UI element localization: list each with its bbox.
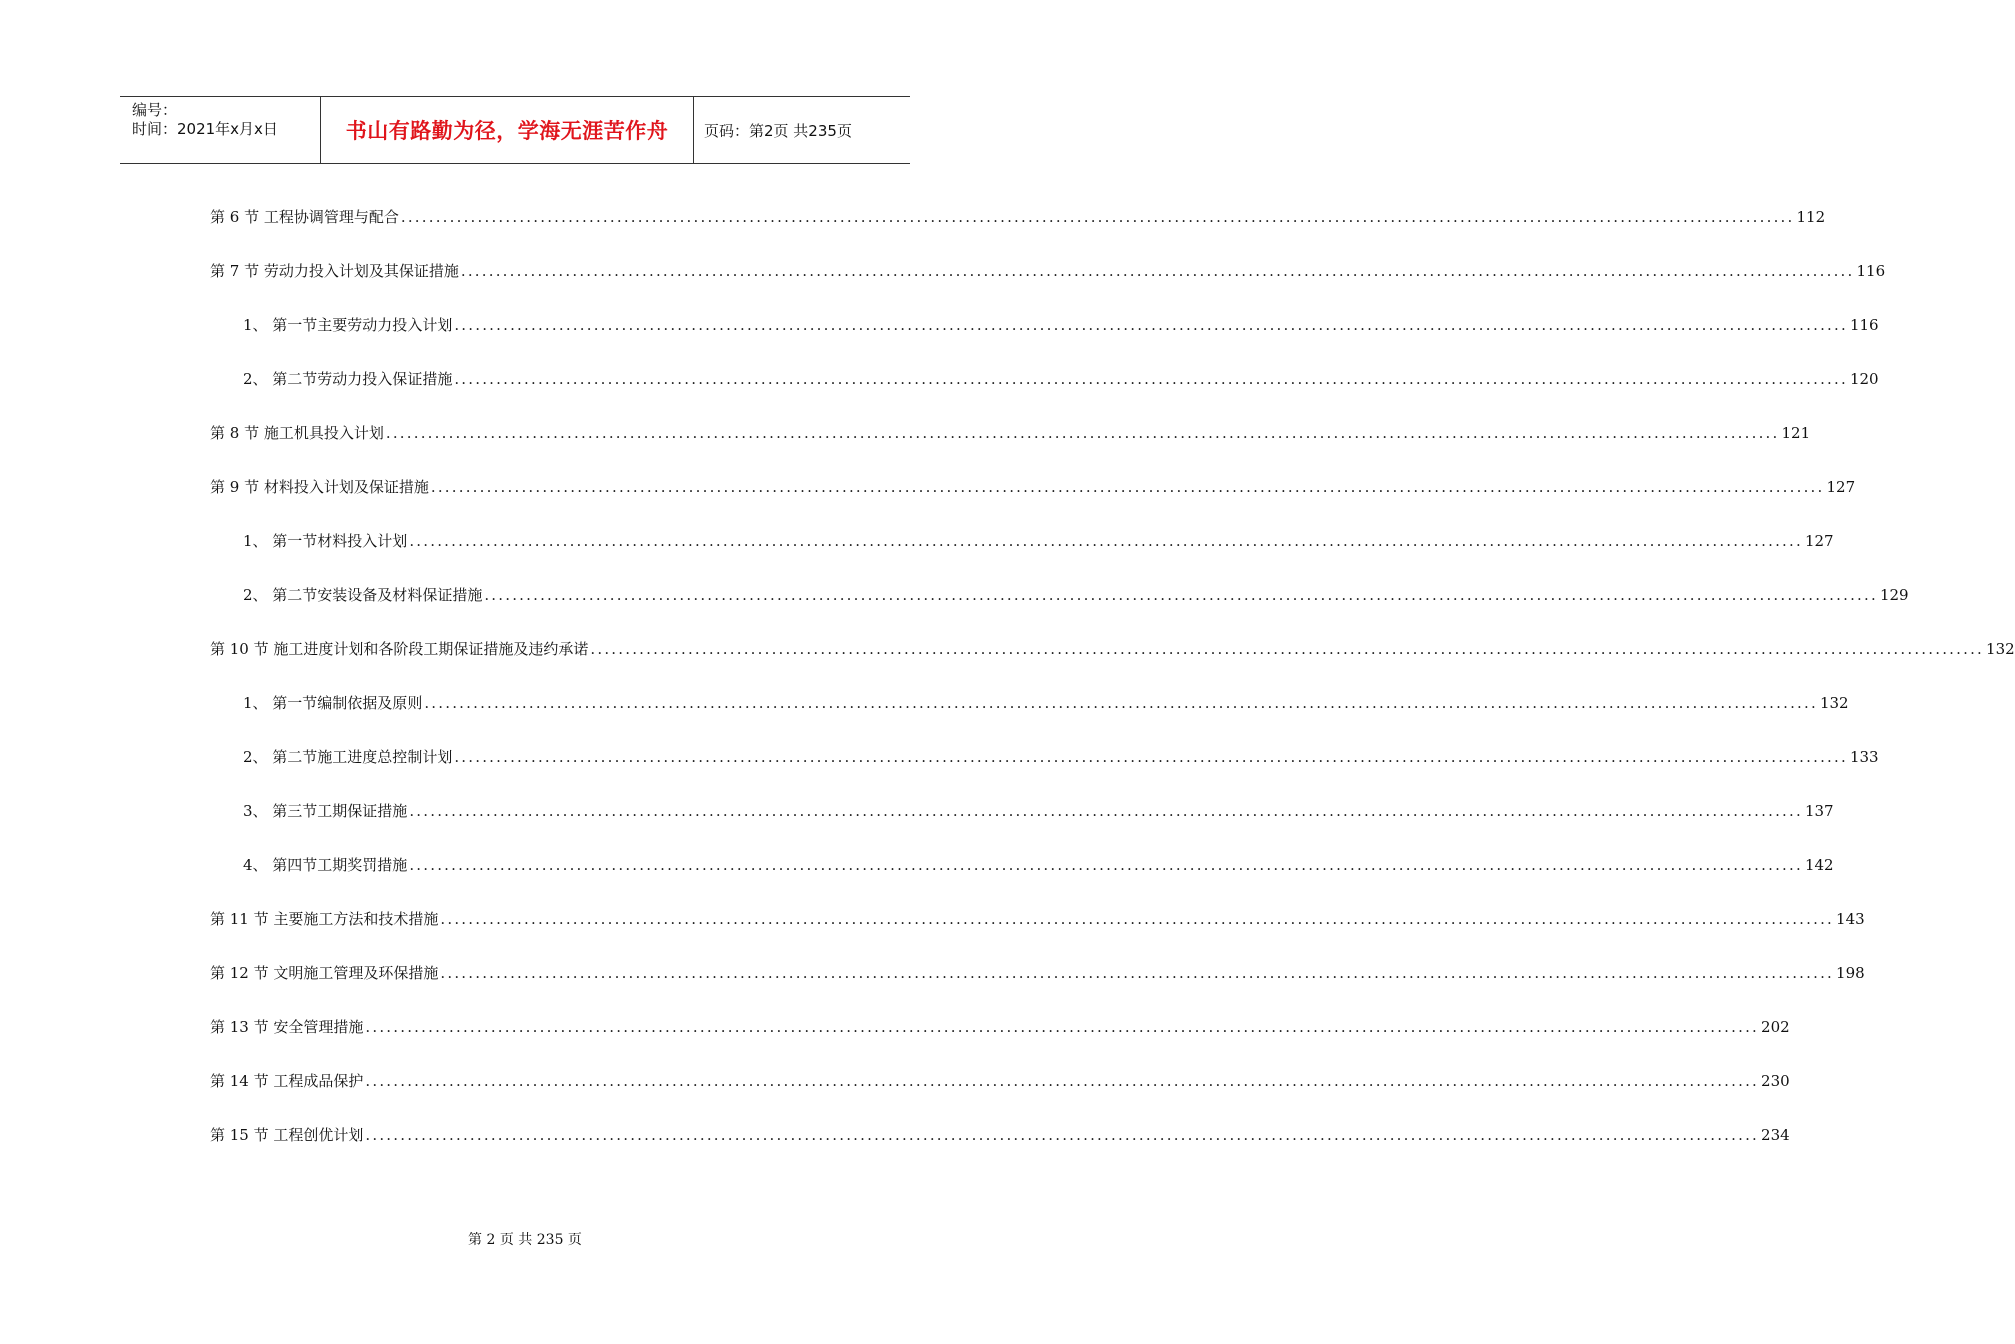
toc-entry[interactable] — [210, 800, 1834, 854]
toc-leader-dots: ........................................................................................................................................................................................................ — [590, 640, 1985, 658]
toc-entry-title: 第 8 节 施工机具投入计划 — [210, 424, 384, 442]
toc-entry[interactable] — [210, 908, 1865, 962]
toc-entry-page: 132 — [1986, 640, 2015, 658]
toc-entry[interactable] — [210, 1124, 1790, 1178]
toc-leader-dots: ........................................................................................................................................................................................................ — [365, 1018, 1760, 1036]
toc-entry-page: 142 — [1804, 856, 1834, 874]
page-footer: 第 2 页 共 235 页 — [468, 1232, 582, 1248]
header-page-info: 页码：第2页 共235页 — [704, 121, 852, 140]
toc-leader-dots: ........................................................................................................................................................................................................ — [460, 262, 1855, 280]
toc-entry-title: 第 12 节 文明施工管理及环保措施 — [210, 964, 439, 982]
toc-entry-title: 第 10 节 施工进度计划和各阶段工期保证措施及违约承诺 — [210, 640, 589, 658]
toc-entry-title: 2、 第二节劳动力投入保证措施 — [243, 370, 453, 388]
toc-leader-dots: ........................................................................................................................................................................................................ — [484, 586, 1878, 604]
toc-entry-title: 2、 第二节施工进度总控制计划 — [243, 748, 453, 766]
toc-leader-dots: ........................................................................................................................................................................................................ — [440, 964, 1835, 982]
toc-leader-dots: ........................................................................................................................................................................................................ — [365, 1126, 1760, 1144]
header-motto: 书山有路勤为径，学海无涯苦作舟 — [321, 97, 694, 163]
toc-entry-page: 129 — [1879, 586, 1909, 604]
toc-entry-title: 第 15 节 工程创优计划 — [210, 1126, 364, 1144]
toc-leader-dots: ........................................................................................................................................................................................................ — [385, 424, 1780, 442]
toc-entry[interactable] — [210, 638, 2015, 692]
toc-leader-dots: ........................................................................................................................................................................................................ — [365, 1072, 1760, 1090]
toc-entry-title: 第 13 节 安全管理措施 — [210, 1018, 364, 1036]
toc-entry-page: 120 — [1849, 370, 1879, 388]
toc-entry-title: 第 7 节 劳动力投入计划及其保证措施 — [210, 262, 459, 280]
toc-entry[interactable] — [210, 206, 1826, 260]
toc-entry[interactable] — [210, 584, 1909, 638]
toc-entry[interactable] — [210, 314, 1879, 368]
toc-entry-title: 第 6 节 工程协调管理与配合 — [210, 208, 399, 226]
toc-entry-title: 3、 第三节工期保证措施 — [243, 802, 408, 820]
toc-leader-dots: ........................................................................................................................................................................................................ — [430, 478, 1825, 496]
toc-entry-page: 137 — [1804, 802, 1834, 820]
toc-entry-page: 198 — [1836, 964, 1865, 982]
toc-entry[interactable] — [210, 1070, 1790, 1124]
toc-leader-dots: ........................................................................................................................................................................................................ — [454, 370, 1848, 388]
toc-entry[interactable] — [210, 368, 1879, 422]
toc-entry[interactable] — [210, 530, 1834, 584]
toc-leader-dots: ........................................................................................................................................................................................................ — [409, 856, 1803, 874]
toc-entry[interactable] — [210, 1016, 1790, 1070]
toc-entry-page: 116 — [1856, 262, 1886, 280]
toc-entry[interactable] — [210, 476, 1856, 530]
toc-entry-title: 第 11 节 主要施工方法和技术措施 — [210, 910, 439, 928]
toc-entry-title: 4、 第四节工期奖罚措施 — [243, 856, 408, 874]
table-of-contents — [210, 206, 2015, 1178]
toc-entry[interactable] — [210, 260, 1886, 314]
toc-leader-dots: ........................................................................................................................................................................................................ — [400, 208, 1795, 226]
toc-leader-dots: ........................................................................................................................................................................................................ — [424, 694, 1818, 712]
toc-entry-page: 121 — [1781, 424, 1811, 442]
toc-entry-page: 127 — [1826, 478, 1856, 496]
toc-entry[interactable] — [210, 422, 1811, 476]
toc-entry-title: 第 14 节 工程成品保护 — [210, 1072, 364, 1090]
toc-entry-page: 202 — [1761, 1018, 1790, 1036]
page-header — [120, 96, 910, 164]
toc-entry-page: 127 — [1804, 532, 1834, 550]
toc-leader-dots: ........................................................................................................................................................................................................ — [409, 532, 1803, 550]
toc-leader-dots: ........................................................................................................................................................................................................ — [409, 802, 1803, 820]
toc-entry-title: 第 9 节 材料投入计划及保证措施 — [210, 478, 429, 496]
toc-entry[interactable] — [210, 746, 1879, 800]
toc-leader-dots: ........................................................................................................................................................................................................ — [440, 910, 1835, 928]
toc-entry[interactable] — [210, 962, 1865, 1016]
toc-entry-title: 2、 第二节安装设备及材料保证措施 — [243, 586, 483, 604]
toc-entry-title: 1、 第一节材料投入计划 — [243, 532, 408, 550]
toc-entry[interactable] — [210, 854, 1834, 908]
toc-entry-title: 1、 第一节编制依据及原则 — [243, 694, 423, 712]
toc-entry-page: 112 — [1796, 208, 1826, 226]
time-label: 时间：2021年x月x日 — [132, 120, 278, 138]
toc-leader-dots: ........................................................................................................................................................................................................ — [454, 748, 1848, 766]
toc-entry[interactable] — [210, 692, 1849, 746]
header-meta — [120, 97, 321, 163]
toc-leader-dots: ........................................................................................................................................................................................................ — [454, 316, 1848, 334]
number-label: 编号： — [132, 101, 178, 119]
toc-entry-page: 234 — [1761, 1126, 1790, 1144]
toc-entry-title: 1、 第一节主要劳动力投入计划 — [243, 316, 453, 334]
toc-entry-page: 143 — [1836, 910, 1865, 928]
toc-entry-page: 230 — [1761, 1072, 1790, 1090]
toc-entry-page: 116 — [1849, 316, 1879, 334]
toc-entry-page: 132 — [1819, 694, 1849, 712]
toc-entry-page: 133 — [1849, 748, 1879, 766]
